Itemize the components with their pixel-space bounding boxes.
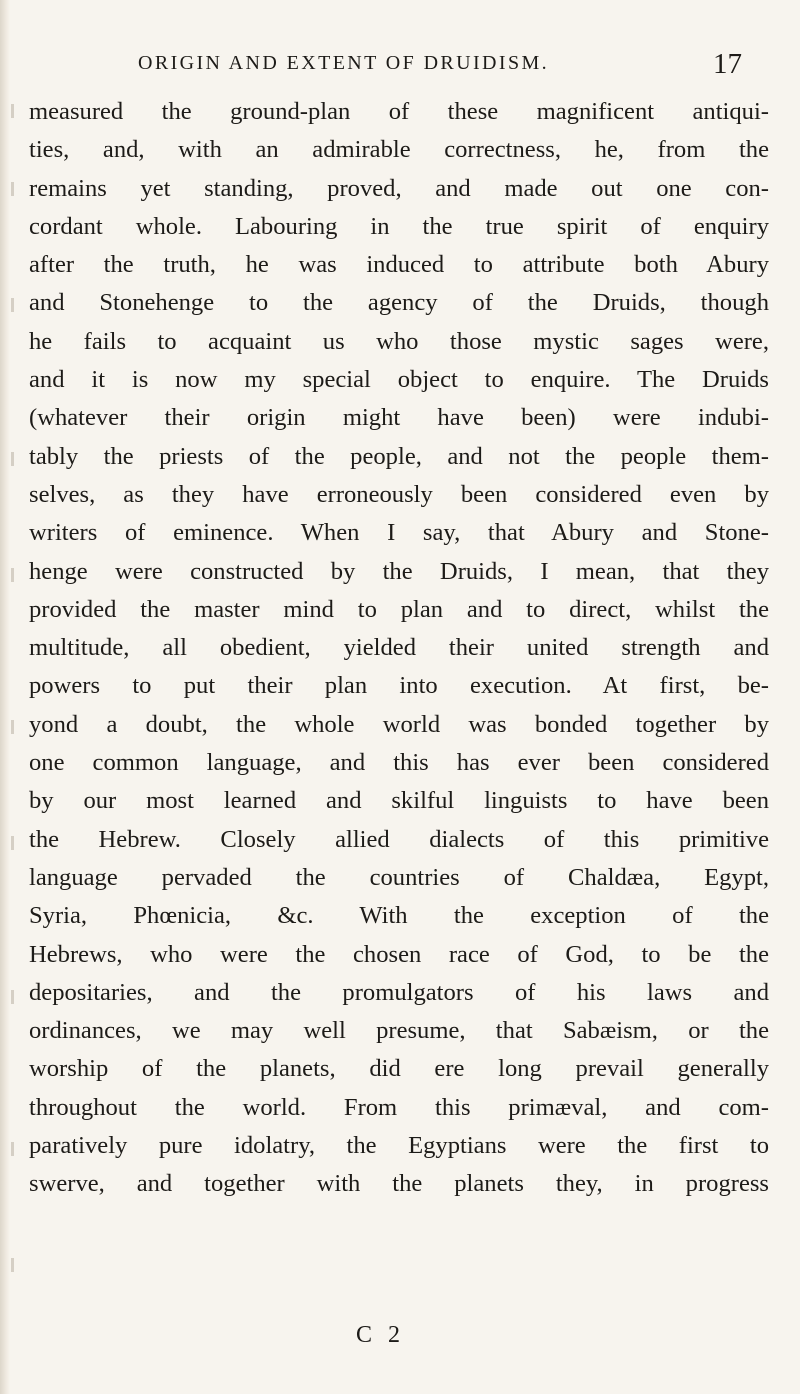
text-line: and Stonehenge to the agency of the Druids, though	[29, 289, 769, 317]
running-head	[138, 48, 742, 88]
text-line: depositaries, and the promulgators of his laws and	[29, 978, 769, 1006]
margin-mark	[11, 182, 14, 196]
text-line: cordant whole. Labouring in the true spirit of enquiry	[29, 212, 769, 240]
page-number: 17	[713, 48, 742, 80]
text-line: measured the ground-plan of these magnificent antiqui-	[29, 98, 769, 125]
margin-mark	[11, 104, 14, 118]
text-line: henge were constructed by the Druids, I mean, that they	[29, 557, 769, 585]
text-line: Syria, Phœnicia, &c. With the exception of the	[29, 902, 769, 930]
text-line: he fails to acquaint us who those mystic sages were,	[29, 327, 769, 355]
text-line: by our most learned and skilful linguists to have been	[29, 787, 769, 815]
text-line: multitude, all obedient, yielded their united strength and	[29, 634, 769, 662]
text-line: yond a doubt, the whole world was bonded together by	[29, 710, 769, 738]
margin-mark	[11, 1142, 14, 1156]
text-line: one common language, and this has ever been considered	[29, 749, 769, 777]
margin-mark	[11, 990, 14, 1004]
text-line: (whatever their origin might have been) were indubi-	[29, 404, 769, 432]
running-title: ORIGIN AND EXTENT OF DRUIDISM.	[138, 52, 550, 74]
text-line: swerve, and together with the planets they, in progress	[29, 1170, 769, 1198]
text-line: language pervaded the countries of Chaldæa, Egypt,	[29, 863, 769, 891]
margin-mark	[11, 568, 14, 582]
margin-mark	[11, 1258, 14, 1272]
text-line: after the truth, he was induced to attribute both Abury	[29, 251, 769, 279]
text-line: and it is now my special object to enquire. The Druids	[29, 366, 769, 394]
text-line: the Hebrew. Closely allied dialects of this primitive	[29, 825, 769, 853]
text-line: powers to put their plan into execution. At first, be-	[29, 672, 769, 700]
text-line: provided the master mind to plan and to direct, whilst the	[29, 595, 769, 623]
margin-mark	[11, 298, 14, 312]
margin-mark	[11, 836, 14, 850]
body-text	[29, 93, 769, 1204]
text-line: paratively pure idolatry, the Egyptians were the first to	[29, 1132, 769, 1160]
margin-mark	[11, 452, 14, 466]
text-line: selves, as they have erroneously been considered even by	[29, 480, 769, 508]
text-line: worship of the planets, did ere long prevail generally	[29, 1055, 769, 1083]
text-line: Hebrews, who were the chosen race of God, to be the	[29, 940, 769, 968]
text-line: remains yet standing, proved, and made out one con-	[29, 174, 769, 202]
text-line: ordinances, we may well presume, that Sabæism, or the	[29, 1017, 769, 1045]
text-line: writers of eminence. When I say, that Abury and Stone-	[29, 519, 769, 547]
page-gutter-shadow	[0, 0, 10, 1394]
margin-mark	[11, 720, 14, 734]
text-line: tably the priests of the people, and not the people them-	[29, 442, 769, 470]
text-line: ties, and, with an admirable correctness, he, from the	[29, 136, 769, 164]
text-line: throughout the world. From this primæval, and com-	[29, 1093, 769, 1121]
signature-mark: C 2	[356, 1322, 406, 1348]
